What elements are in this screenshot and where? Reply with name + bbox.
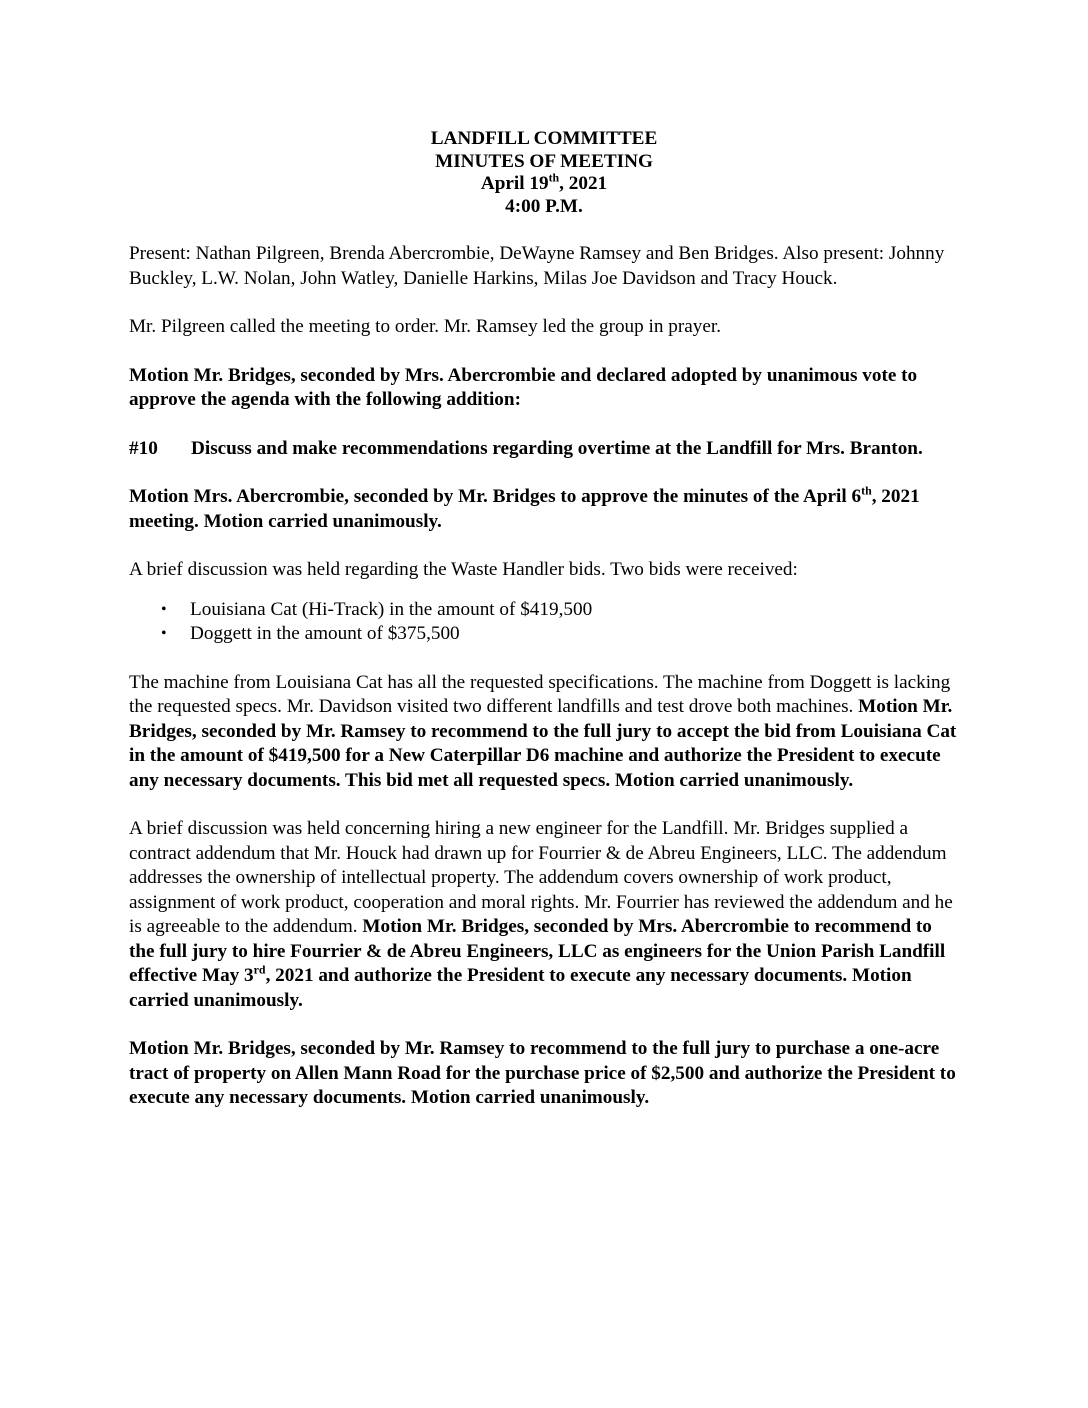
meeting-date [129, 170, 959, 196]
engineer-motion-ordinal: rd [253, 962, 266, 977]
meeting-date-year: , 2021 [559, 173, 608, 194]
meeting-time: 4:00 P.M. [505, 195, 583, 217]
engineer-paragraph [129, 817, 959, 1013]
bids-intro-paragraph: A brief discussion was held regarding the Waste Handler bids. Two bids were received: [129, 559, 798, 580]
minutes-approval-motion [129, 485, 959, 534]
bid-text: Louisiana Cat (Hi-Track) in the amount of $419,500 [190, 598, 593, 620]
bid-text: Doggett in the amount of $375,500 [190, 623, 460, 644]
meeting-date-ordinal: th [548, 170, 560, 185]
minutes-page [129, 128, 959, 1135]
agenda-item-number: #10 [129, 437, 158, 459]
bullet-icon: • [161, 625, 167, 642]
minutes-motion-ordinal: th [861, 483, 872, 498]
machine-discussion-text: The machine from Louisiana Cat has all the requested specifications. The machine from Doggett is lacking the requested specs. Mr. Davidson visited two different landfills and test drove both machines. [129, 671, 951, 717]
engineer-discussion-text: A brief discussion was held concerning hiring a new engineer for the Landfill. Mr. Bridges supplied a contract addendum that Mr. Houck had drawn up for Fourrier & de Abreu Engineers, LLC. The addendum addresses the ownership of intellectual property. The addendum covers ownership of work product, assignment of work product, cooperation and moral rights. Mr. Fourrier has reviewed the addendum and he is agreeable to the addendum. [129, 818, 953, 937]
document-header [129, 128, 959, 218]
engineer-motion-text: Motion Mr. Bridges, seconded by Mrs. Abercrombie to recommend to the full jury to hire Fourrier & de Abreu Engineers, LLC as engineers for the Union Parish Landfill effective May 3 [129, 916, 946, 986]
agenda-motion: Motion Mr. Bridges, seconded by Mrs. Abercrombie and declared adopted by unanimous vote to approve the agenda with the following addition: [129, 364, 918, 410]
engineer-motion-text-end: , 2021 and authorize the President to execute any necessary documents. Motion carried unanimously. [129, 965, 912, 1011]
bids-list [129, 598, 959, 647]
property-purchase-motion: Motion Mr. Bridges, seconded by Mr. Ramsey to recommend to the full jury to purchase a one-acre tract of property on Allen Mann Road for the purchase price of $2,500 and authorize the President to execute any necessary documents. Motion carried unanimously. [129, 1038, 956, 1108]
committee-title: LANDFILL COMMITTEE [430, 128, 658, 149]
call-to-order-paragraph: Mr. Pilgreen called the meeting to order. Mr. Ramsey led the group in prayer. [129, 316, 721, 337]
bid-list-item [129, 598, 959, 623]
minutes-motion-text: Motion Mrs. Abercrombie, seconded by Mr. Bridges to approve the minutes of the April 6 [129, 486, 862, 507]
minutes-motion-text-end: , 2021 meeting. Motion carried unanimously. [129, 486, 920, 532]
agenda-addition-item [129, 437, 959, 462]
document-type: MINUTES OF MEETING [435, 150, 653, 172]
waste-handler-paragraph [129, 671, 959, 794]
bullet-icon: • [161, 600, 167, 618]
machine-purchase-motion: Motion Mr. Bridges, seconded by Mr. Ramsey to recommend to the full jury to accept the bid from Louisiana Cat in the amount of $419,500 for a New Caterpillar D6 machine and authorize the President to execute any necessary documents. This bid met all requested specs. Motion carried unanimously. [129, 696, 957, 791]
attendance-paragraph: Present: Nathan Pilgreen, Brenda Abercrombie, DeWayne Ramsey and Ben Bridges. Also present: Johnny Buckley, L.W. Nolan, John Watley, Danielle Harkins, Milas Joe Davidson and Tracy Houck. [129, 243, 945, 289]
meeting-date-day: April 19 [480, 173, 549, 194]
agenda-item-text: Discuss and make recommendations regarding overtime at the Landfill for Mrs. Branton. [191, 437, 923, 459]
bid-list-item [129, 622, 959, 647]
